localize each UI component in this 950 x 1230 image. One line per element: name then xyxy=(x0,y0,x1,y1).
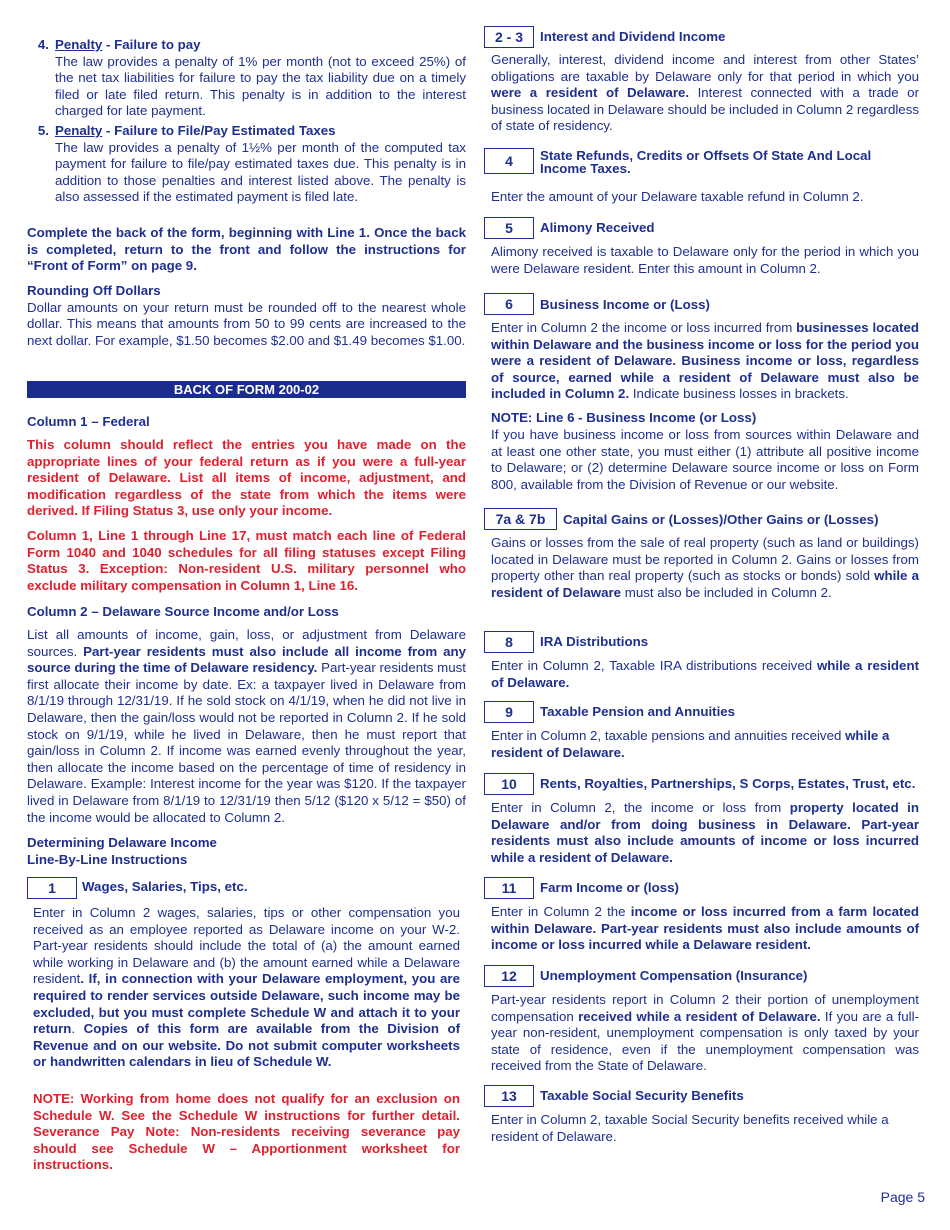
line-text: Alimony received is taxable to Delaware only for the period in which you were Delaware resident. Enter this amount in Column 2. xyxy=(491,244,919,276)
line-title-2: Income Taxes. xyxy=(540,161,631,176)
line-title-1: State Refunds, Credits or Offsets Of State And Local xyxy=(540,148,872,163)
item-subtitle: - Failure to pay xyxy=(102,37,201,52)
line-text-a: Gains or losses from the sale of real property (such as land or buildings) located in Delaware must be reported in Column 2. Gains or losses from property other than real property (such as stocks or bonds) sold xyxy=(491,535,919,584)
line-title xyxy=(540,149,871,175)
line-text-b: businesses located within Delaware and the business income or loss for the period you were a resident of Delaware. Business income or loss, regardless of source, earned while a resident of Delaware must also be included in Column 2. xyxy=(491,320,919,402)
line-number-box: 8 xyxy=(484,631,534,653)
item-number: 5. xyxy=(37,123,49,138)
line-text-a: Enter in Column 2 wages, salaries, tips or other compensation you received as an employee reported as Delaware income on your W-2. Part-year residents should include the total of (a) the amount earned while working in Delaware and (b) the amount earned while a Delaware resident xyxy=(33,905,460,987)
column2-text xyxy=(27,627,466,826)
line-title: Interest and Dividend Income xyxy=(540,29,726,44)
line-text-a: Enter in Column 2 the xyxy=(491,904,631,919)
line-title: Taxable Social Security Benefits xyxy=(540,1088,744,1103)
column1-red-text: This column should reflect the entries you have made on the appropriate lines of your federal return as if you were a full-year resident of Delaware. List all items of income, adjustment, and modification regardless of the state from which the items were derived. If Filing Status 3, use only your income. xyxy=(27,437,466,519)
line-text-b: while a resident of Delaware. xyxy=(491,658,919,690)
column2-text-c: Part-year residents must first allocate their income by date. Ex: a taxpayer lived in Delaware from 8/1/19 through 12/31/19. If he sold stock on 4/1/19, when he did not live in Delaware, then the gain/loss would not be reported in Column 2. If he sold stock on 9/1/19, while he lived in Delaware, then he must report that gain/loss in Column 2. If income was earned evenly throughout the year, then allocate the income based on the percentage of time of residency in Delaware. Example: Interest income for the year was $120. If the taxpayer lived in Delaware from 8/1/19 to 12/31/19 then 5/12 ($120 x 5/12 = $50) of the income would be allocated to Column 2. xyxy=(27,660,466,825)
rounding-section xyxy=(27,283,466,349)
determining-heading xyxy=(27,835,466,868)
line-text-c: Interest connected with a trade or business located in Delaware should be included in Column 2 regardless of state of residency. xyxy=(491,85,919,134)
line-number-box: 11 xyxy=(484,877,534,899)
line-title: Taxable Pension and Annuities xyxy=(540,704,736,719)
line-note-heading: NOTE: Line 6 - Business Income (or Loss) xyxy=(491,410,757,425)
line-text-b: while a resident of Delaware xyxy=(491,568,919,600)
rounding-text: Dollar amounts on your return must be rounded off to the nearest whole dollar. This means that amounts from 50 to 99 cents are increased to the next dollar. For example, $1.50 becomes $2.00 and $1.49 becomes $1.00. xyxy=(27,299,466,348)
line-text-b: while a resident of Delaware. xyxy=(491,728,890,760)
item-title: Penalty xyxy=(55,123,103,138)
page-number: Page 5 xyxy=(880,1189,925,1205)
complete-back-instruction: Complete the back of the form, beginning with Line 1. Once the back is completed, return to the front and follow the instructions for “Front of Form” on page 9. xyxy=(27,225,466,274)
line-number-box: 9 xyxy=(484,701,534,723)
line-text xyxy=(491,52,919,135)
line-title: Capital Gains or (Losses)/Other Gains or (Losses) xyxy=(563,512,879,527)
line-text-c: Indicate business losses in brackets. xyxy=(629,386,849,402)
column1-red-text-2: Column 1, Line 1 through Line 17, must match each line of Federal Form 1040 and 1040 schedules for all filing statuses except Filing Status 3. Exception: Non-resident U.S. military personnel who exclude military compensation in Column 1, Line 16. xyxy=(27,528,466,593)
column1-heading: Column 1 – Federal xyxy=(27,414,150,429)
line-number-box: 12 xyxy=(484,965,534,987)
item-text: The law provides a penalty of 1% per month (not to exceed 25%) of the net tax liabilities for failure to pay the tax liability due on a timely filed or late filed return. This penalty is in addition to the interest charged for late payment. xyxy=(55,53,466,119)
line-text-a: Generally, interest, dividend income and interest from other States’ obligations are taxable by Delaware only for that period in which you xyxy=(491,52,919,84)
line-text-c: . xyxy=(71,1021,84,1037)
line-number-box: 13 xyxy=(484,1085,534,1107)
penalty-item-4 xyxy=(27,37,466,120)
line-title: Business Income or (Loss) xyxy=(540,297,710,312)
line-number-box: 10 xyxy=(484,773,534,795)
line-text-b: . If, in connection with your Delaware employment, you are required to render services outside Delaware, such income may be excluded, but you must complete Schedule W and attach it to your return xyxy=(33,971,460,1037)
line-title: Alimony Received xyxy=(540,220,655,235)
line-text-b: received while a resident of Delaware. xyxy=(578,1008,821,1024)
line-note: NOTE: Working from home does not qualify for an exclusion on Schedule W. See the Schedule W instructions for further detail. Severance Pay Note: Non-residents receiving severance pay should see Schedule W – Apportionment worksheet for instructions. xyxy=(33,1091,460,1173)
item-text: The law provides a penalty of 1½% per month of the computed tax payment for failure to file/pay estimated taxes due. This penalty is in addition to those penalties and interest listed above. The penalty is also assessed if the estimated payment is filed late. xyxy=(55,139,466,205)
line-text-c: must also be included in Column 2. xyxy=(621,584,832,600)
line-number-box: 6 xyxy=(484,293,534,315)
item-title: Penalty xyxy=(55,37,103,52)
line-number-box: 1 xyxy=(27,877,77,899)
line-title: Rents, Royalties, Partnerships, S Corps, Estates, Trust, etc. xyxy=(540,776,916,791)
line-text-a: Enter in Column 2 the income or loss incurred from xyxy=(491,320,797,335)
column2-text-a: List all amounts of income, gain, loss, or adjustment from Delaware sources. xyxy=(27,627,466,659)
line-text-b: were a resident of Delaware. xyxy=(491,85,690,101)
line-note: If you have business income or loss from sources within Delaware and at least one other state, you must either (1) attribute all positive income to Delaware; or (2) determine Delaware source income or loss on Form 800, available from the Division of Revenue or our website. xyxy=(491,427,919,492)
line-text xyxy=(33,905,460,1071)
line-text xyxy=(491,658,919,691)
line-title: Farm Income or (loss) xyxy=(540,880,679,895)
line-text-b: property located in Delaware and/or from doing business in Delaware. Part-year residents must also include amounts of income or loss incurred while a resident of Delaware. xyxy=(491,800,919,865)
line-text-d: Copies of this form are available from the Division of Revenue and on our website. Do not submit computer worksheets or handwritten calendars in lieu of Schedule W. xyxy=(33,1021,460,1070)
line-number-box: 2 - 3 xyxy=(484,26,534,48)
item-subtitle: - Failure to File/Pay Estimated Taxes xyxy=(102,123,336,138)
line-text-c: If you are a full-year non-resident, unemployment compensation is only taxed by your state of residence, even if the unemployment compensation was received from the State of Delaware. xyxy=(491,1008,920,1074)
line-text xyxy=(491,320,919,403)
line-text-a: Enter in Column 2, taxable pensions and annuities received xyxy=(491,728,846,743)
line-text-a: Enter in Column 2, Taxable IRA distributions received xyxy=(491,658,817,673)
line-text xyxy=(491,904,919,954)
item-number: 4. xyxy=(37,37,49,52)
penalty-item-5 xyxy=(27,123,466,206)
line-number-box: 7a & 7b xyxy=(484,508,557,530)
line-title: Wages, Salaries, Tips, etc. xyxy=(82,879,248,894)
back-of-form-banner: BACK OF FORM 200-02 xyxy=(27,381,466,398)
line-text: Enter in Column 2, taxable Social Security benefits received while a resident of Delaware. xyxy=(491,1112,889,1144)
line-title: IRA Distributions xyxy=(540,634,649,649)
rounding-heading: Rounding Off Dollars xyxy=(27,283,161,298)
line-number-box: 4 xyxy=(484,148,534,174)
line-title: Unemployment Compensation (Insurance) xyxy=(540,968,808,983)
column2-heading: Column 2 – Delaware Source Income and/or Loss xyxy=(27,604,339,619)
line-text-a: Enter in Column 2, the income or loss from xyxy=(491,800,790,815)
line-text-b: income or loss incurred from a farm located within Delaware. Part-year residents must also include amounts of income or loss incurred while a Delaware resident. xyxy=(491,904,919,953)
line-text xyxy=(491,535,919,601)
column2-text-b: Part-year residents must also include all income from any source during the time of Delaware residency. xyxy=(27,643,466,676)
line-number-box: 5 xyxy=(484,217,534,239)
determining-line1: Determining Delaware Income xyxy=(27,835,217,850)
line-text: Enter the amount of your Delaware taxable refund in Column 2. xyxy=(491,189,864,204)
determining-line2: Line-By-Line Instructions xyxy=(27,851,188,867)
line-text xyxy=(491,728,899,761)
line-text-a: Part-year residents report in Column 2 their portion of unemployment compensation xyxy=(491,992,919,1024)
line-text xyxy=(491,992,919,1075)
line-text xyxy=(491,800,919,866)
